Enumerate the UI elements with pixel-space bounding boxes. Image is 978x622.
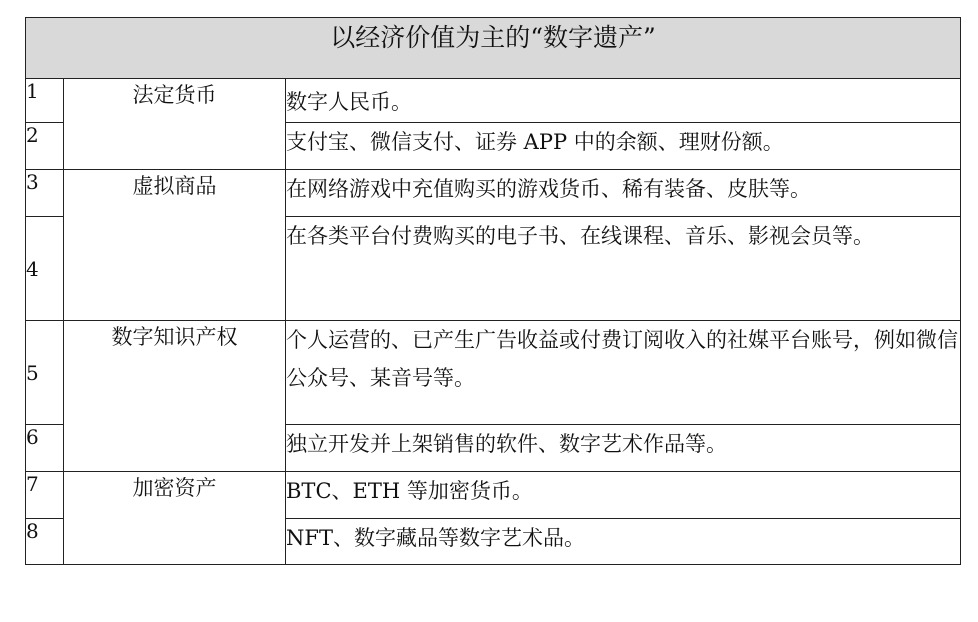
row-number: 5 (26, 321, 64, 425)
category-label: 虚拟商品 (64, 170, 286, 321)
row-number: 1 (26, 79, 64, 123)
row-description: 支付宝、微信支付、证券 APP 中的余额、理财份额。 (286, 123, 961, 170)
row-description: NFT、数字藏品等数字艺术品。 (286, 519, 961, 565)
category-label: 加密资产 (64, 472, 286, 565)
row-description: 独立开发并上架销售的软件、数字艺术作品等。 (286, 425, 961, 472)
row-description: 数字人民币。 (286, 79, 961, 123)
table-title: 以经济价值为主的“数字遗产” (26, 18, 961, 79)
row-number: 4 (26, 217, 64, 321)
category-label: 法定货币 (64, 79, 286, 170)
table-row (26, 79, 961, 123)
row-number: 7 (26, 472, 64, 519)
digital-assets-table (25, 17, 961, 565)
row-description: BTC、ETH 等加密货币。 (286, 472, 961, 519)
row-number: 6 (26, 425, 64, 472)
row-description: 在网络游戏中充值购买的游戏货币、稀有装备、皮肤等。 (286, 170, 961, 217)
row-number: 2 (26, 123, 64, 170)
category-label: 数字知识产权 (64, 321, 286, 472)
table-title-row (26, 18, 961, 79)
table-row (26, 321, 961, 425)
row-description: 在各类平台付费购买的电子书、在线课程、音乐、影视会员等。 (286, 217, 961, 321)
table-row (26, 170, 961, 217)
table-row (26, 472, 961, 519)
row-number: 3 (26, 170, 64, 217)
row-number: 8 (26, 519, 64, 565)
row-description: 个人运营的、已产生广告收益或付费订阅收入的社媒平台账号，例如微信公众号、某音号等。 (286, 321, 961, 425)
